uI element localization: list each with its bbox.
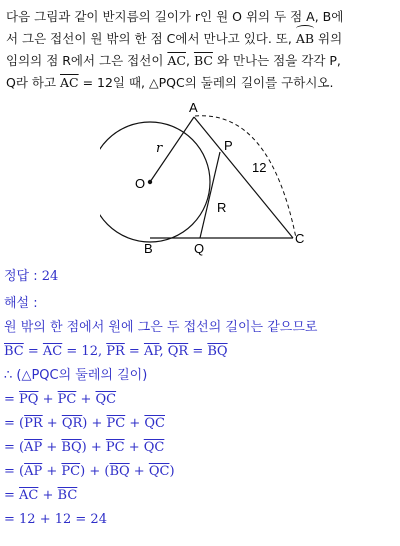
equation-text: = [4,488,20,503]
tangent-ac [194,117,293,238]
segment-term: $\overline{QC}$ [143,440,165,455]
equation-text: = 12, [62,344,107,359]
equation-text: = 12 + 12 = 24 [4,512,107,527]
label-b: B [144,241,153,256]
equation-text: , [159,344,168,359]
problem-statement [6,6,396,94]
problem-text: 서 그은 접선이 원 밖의 한 점 C에서 만나고 있다. 또, [6,31,296,46]
label-r-point: R [217,200,227,215]
geometry-figure [100,100,320,260]
equation-text: ) + [82,416,107,431]
segment-term: $\overline{PR}$ [24,416,43,431]
label-q: Q [194,241,205,256]
label-p: P [224,138,233,153]
problem-text: , [185,53,194,68]
tangent-pq [200,152,220,238]
equation-text: + [76,392,96,407]
equation-text: + [125,416,145,431]
segment-term: $\overline{BC}$ [4,344,24,359]
solution-equation [4,388,396,412]
solution-equation [4,340,396,364]
answer-value: 24 [41,269,59,284]
segment-term: $\overline{AP}$ [143,344,160,359]
equation-text: = ( [4,440,25,455]
segment-term: $\overline{QR}$ [167,344,189,359]
equation-text: + [42,464,62,479]
problem-line-3 [6,50,396,72]
solution-intro: 원 밖의 한 점에서 원에 그은 두 접선의 길이는 같으므로 [4,320,318,335]
equation-text: = [4,392,20,407]
problem-text: 위의 [314,31,343,46]
equation-text: = [188,344,208,359]
segment-term: $\overline{AC}$ [42,344,63,359]
segment-term: $\overline{QC}$ [95,392,117,407]
problem-text: 임의의 점 R에서 그은 접선이 [6,53,168,68]
segment-term: $\overline{PQ}$ [19,392,39,407]
label-12: 12 [252,160,267,175]
segment-term: $\overline{PC}$ [57,392,77,407]
segment-term: $\overline{PC}$ [106,416,126,431]
label-a: A [189,100,198,115]
segment-term: $\overline{BC}$ [57,488,78,503]
equation-text: ) + [81,440,106,455]
equation-text: ∴ (△PQC의 둘레의 길이) [4,368,148,383]
segment-term: $\overline{PC}$ [105,440,125,455]
problem-text: = 12일 때, △PQC의 둘레의 길이를 구하시오. [78,75,334,90]
segment-term: $\overline{AC}$ [19,488,39,503]
equation-text: + [38,488,58,503]
segment-term: $\overline{AP}$ [24,440,43,455]
problem-line-4 [6,72,396,94]
arc-ab: AB [296,28,314,50]
equation-text: = ( [4,416,25,431]
problem-text: 와 만나는 점을 각각 P, [212,53,341,68]
problem-line-2 [6,28,396,50]
equation-text: = [124,344,144,359]
segment-term: $\overline{QR}$ [61,416,83,431]
solution-body [4,316,396,532]
solution-equation [4,436,396,460]
segment-term: $\overline{PC}$ [61,464,81,479]
answer-line [4,265,58,284]
equation-text: = ( [4,464,25,479]
solution-equation [4,412,396,436]
label-o: O [135,176,146,191]
segment-ac: $\overline{AC}$ [167,53,186,68]
solution-equation [4,364,396,388]
label-r: r [156,141,163,156]
answer-label: 정답 : [4,269,42,284]
problem-text: 다음 그림과 같이 반지름의 길이가 r인 원 O 위의 두 점 A, B에 [6,9,344,24]
equation-text: + [129,464,149,479]
segment-ac: $\overline{AC}$ [60,75,79,90]
segment-term: $\overline{PR}$ [106,344,125,359]
segment-term: $\overline{BQ}$ [61,440,82,455]
equation-text: + [38,392,58,407]
segment-bc: $\overline{BC}$ [193,53,213,68]
solution-label: 해설 : [4,296,38,311]
center-point [148,180,152,184]
solution-equation [4,460,396,484]
segment-term: $\overline{QC}$ [144,416,165,431]
equation-text: = [23,344,43,359]
segment-term: $\overline{AP}$ [24,464,43,479]
segment-term: $\overline{BQ}$ [109,464,130,479]
segment-term: $\overline{BQ}$ [207,344,228,359]
equation-text: + [42,416,62,431]
equation-text: + [124,440,144,455]
segment-term: $\overline{QC}$ [148,464,170,479]
solution-equation [4,508,396,532]
equation-text: ) + ( [80,464,110,479]
problem-text: Q라 하고 [6,75,61,90]
circle-o [100,122,210,242]
equation-text: + [42,440,62,455]
solution-equation [4,484,396,508]
equation-text: ) [169,464,175,479]
label-c: C [295,231,305,246]
problem-line-1 [6,6,396,28]
